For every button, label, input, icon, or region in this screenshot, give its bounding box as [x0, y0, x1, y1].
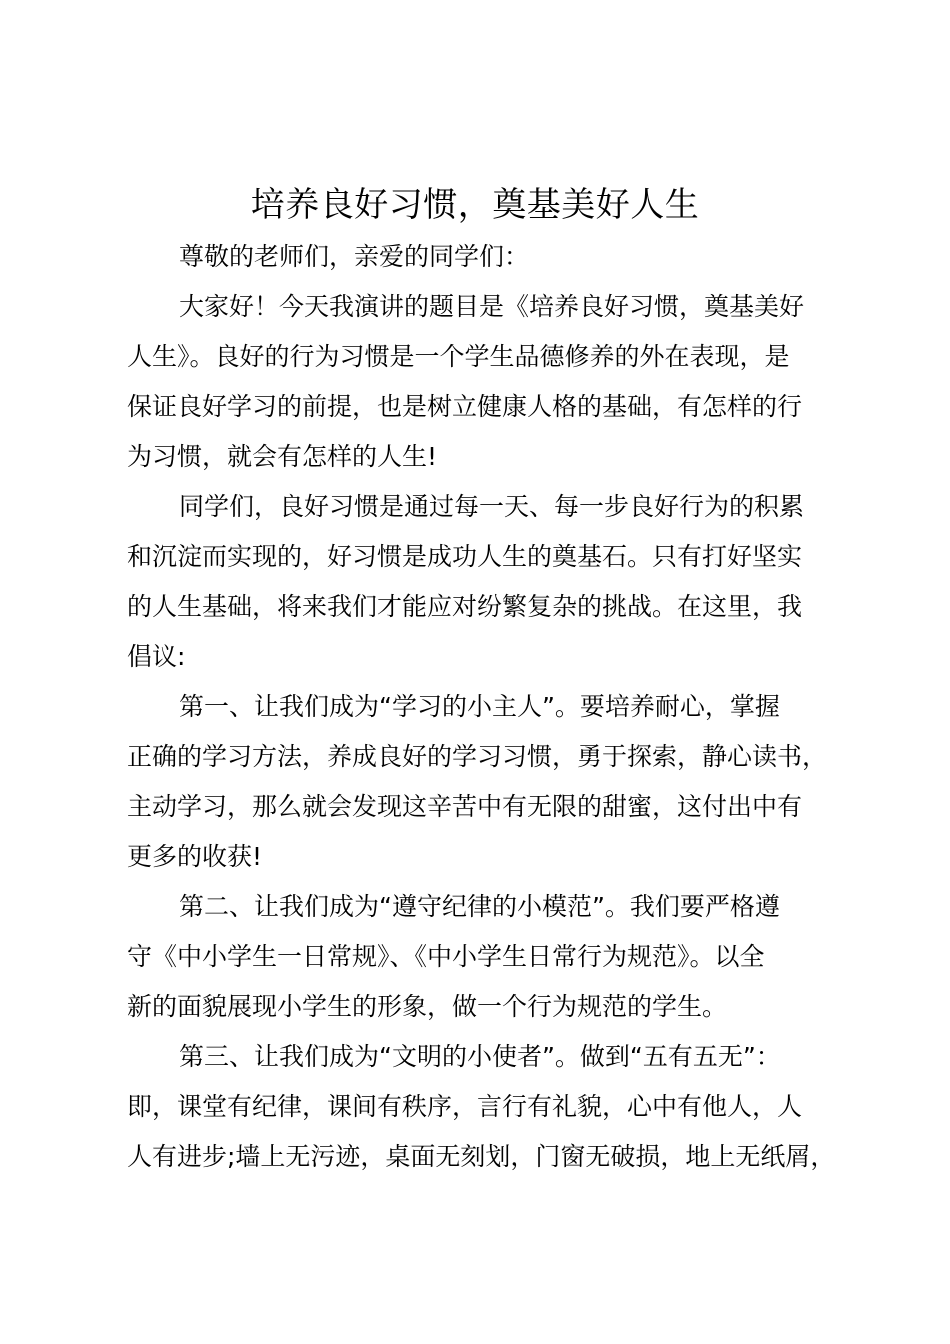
paragraph-line: 新的面貌展现小学生的形象，做一个行为规范的学生。 — [127, 992, 728, 1021]
paragraph-3 — [127, 682, 839, 882]
paragraph-line: 同学们，良好习惯是通过每一天、每一步良好行为的积累 — [179, 492, 805, 521]
paragraph-1 — [127, 282, 839, 482]
greeting: 尊敬的老师们，亲爱的同学们： — [179, 242, 530, 271]
paragraph-line: 正确的学习方法，养成良好的学习习惯，勇于探索，静心读书， — [127, 742, 828, 771]
paragraph-line: 大家好！今天我演讲的题目是《培养良好习惯，奠基美好 — [179, 292, 805, 321]
paragraph-line: 第三、让我们成为“文明的小使者”。做到“五有五无”： — [179, 1042, 781, 1071]
paragraph-line: 和沉淀而实现的，好习惯是成功人生的奠基石。只有打好坚实 — [127, 542, 803, 571]
document-body — [127, 232, 839, 1182]
paragraph-line: 主动学习，那么就会发现这辛苦中有无限的甜蜜，这付出中有 — [127, 792, 803, 821]
paragraph-line: 倡议: — [127, 642, 186, 671]
paragraph-5 — [127, 1032, 839, 1182]
paragraph-line: 为习惯，就会有怎样的人生! — [127, 442, 438, 471]
paragraph-4 — [127, 882, 839, 1032]
paragraph-line: 人有进步;墙上无污迹，桌面无刻划，门窗无破损，地上无纸屑， — [127, 1142, 836, 1171]
paragraph-line: 人生》。良好的行为习惯是一个学生品德修养的外在表现，是 — [127, 342, 790, 371]
paragraph-line: 的人生基础，将来我们才能应对纷繁复杂的挑战。在这里，我 — [127, 592, 803, 621]
paragraph-line: 守《中小学生一日常规》、《中小学生日常行为规范》。以全 — [127, 942, 765, 971]
document-title: 培养良好习惯，奠基美好人生 — [250, 185, 700, 225]
paragraph-line: 第一、让我们成为“学习的小主人”。要培养耐心，掌握 — [179, 692, 780, 721]
paragraph-line: 第二、让我们成为“遵守纪律的小模范”。我们要严格遵 — [179, 892, 780, 921]
paragraph-line: 更多的收获! — [127, 842, 263, 871]
paragraph-line: 即，课堂有纪律，课间有秩序，言行有礼貌，心中有他人，人 — [127, 1092, 803, 1121]
paragraph-line: 保证良好学习的前提，也是树立健康人格的基础，有怎样的行 — [127, 392, 803, 421]
paragraph-2 — [127, 482, 839, 682]
